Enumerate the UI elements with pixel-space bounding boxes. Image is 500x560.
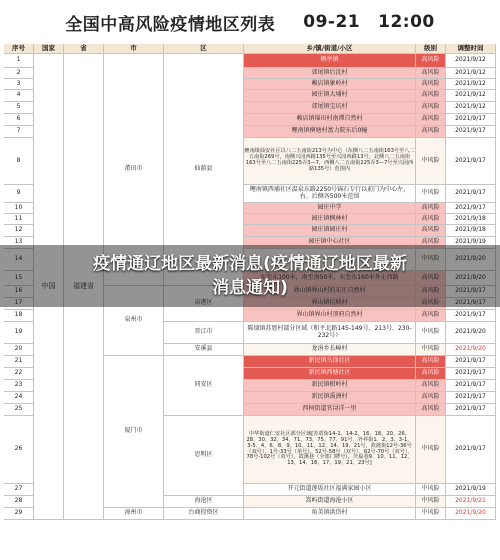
row-place: 嵩屿街道海沧小区 [244,496,416,508]
row-level: 中风险 [416,138,446,185]
row-level: 中风险 [416,508,446,520]
row-level: 高风险 [416,404,446,416]
row-level: 高风险 [416,54,446,68]
row-place: 园庄镇中心社区 [244,237,416,249]
district-cell-tongan: 同安区 [164,356,244,416]
header-province: 省 [64,44,104,54]
title-date: 09-21 [303,12,361,32]
row-place: 郊尾镇后沈村 [244,68,416,79]
news-banner [0,245,500,307]
row-level: 高风险 [416,102,446,114]
row-place: 新民镇西塘社区 [244,368,416,380]
district-cell-jinjiang: 晋江市 [164,322,244,344]
row-no: 24 [4,392,34,404]
district-cell-siming: 思明区 [164,416,244,496]
row-place: 西柯街道官浔洋一里 [244,404,416,416]
row-date: 2021/9/20 [446,249,496,271]
row-no: 12 [4,225,34,237]
row-date: 2021/9/12 [446,90,496,102]
row-level: 高风险 [416,271,446,286]
row-no: 14 [4,249,34,271]
row-level: 高风险 [416,298,446,310]
row-no: 2 [4,68,34,79]
row-place: 新民镇禹洲村 [244,392,416,404]
row-level: 中风险 [416,322,446,344]
row-no: 6 [4,114,34,126]
row-level: 中风险 [416,416,446,484]
row-date: 2021/9/17 [446,404,496,416]
row-place: 园庄镇大埔村 [244,90,416,102]
row-place: 鲤南镇西埔社区温泉东路2250号锦石专行以前门为中心左、右、后侧各500米范围 [244,185,416,203]
row-level: 高风险 [416,203,446,214]
row-no: 7 [4,126,34,138]
row-date: 2021/9/12 [446,102,496,114]
row-level: 中风险 [416,185,446,203]
row-date: 2021/9/17 [446,286,496,298]
row-date: 2021/9/17 [446,380,496,392]
row-place: 园庄镇园庄村 [244,225,416,237]
row-date: 2021/9/17 [446,298,496,310]
row-no: 8 [4,138,34,185]
row-date: 2021/9/17 [446,138,496,185]
row-no: 3 [4,79,34,90]
row-no: 22 [4,368,34,380]
row-place: 界山镇界山村的东庄自然村 [244,286,416,298]
city-cell-xiamen: 厦门市 [104,356,164,508]
row-date: 2021/9/17 [446,114,496,126]
header-place: 乡/镇/街道/小区 [244,44,416,54]
row-date: 2021/9/12 [446,68,496,79]
row-place: 赖店镇锦田村南潭自然村 [244,114,416,126]
row-no: 1 [4,54,34,68]
row-date: 2021/9/17 [446,185,496,203]
row-date: 2021/9/17 [446,356,496,368]
header-date: 调整时间 [446,44,496,54]
row-no: 11 [4,214,34,225]
row-date: 2021/9/12 [446,79,496,90]
row-level: 高风险 [416,380,446,392]
list-title [0,0,500,44]
row-level: 高风险 [416,286,446,298]
row-level: 中风险 [416,344,446,356]
row-no: 23 [4,380,34,392]
row-place: 园庄镇枫林村 [244,214,416,225]
row-no: 28 [4,496,34,508]
district-cell-anxi: 安溪县 [164,344,244,356]
city-cell-zhangzhou: 漳州市 [104,508,164,520]
row-date: 2021/9/20 [446,344,496,356]
district-cell-xianyou: 仙游县 [164,54,244,286]
row-level: 高风险 [416,114,446,126]
row-place: 鲤南镇仙安社区以八二五南街213号为中心（东侧八二五南街163号至八二五南街269号，南侧兴园西路135号至兴园西路13号，北侧八二五南街163号至八二五南街225弄3—7，西侧八二五南街225弄3—7号至兴园西路135号）范围内 [244,138,416,185]
row-no: 15 [4,271,34,286]
row-place: 新民镇柑岭村 [244,380,416,392]
district-cell-taishang: 台商投资区 [164,508,244,520]
header-district: 区 [164,44,244,54]
row-date: 2021/9/17 [446,203,496,214]
row-level: 高风险 [416,126,446,138]
city-cell-quanzhou: 泉州市 [104,286,164,356]
row-place: 园庄中学 [244,203,416,214]
title-main: 全国中高风险疫情地区列表 [65,14,276,35]
row-no: 19 [4,322,34,344]
row-no: 9 [4,185,34,203]
row-level: 高风险 [416,368,446,380]
row-no: 26 [4,416,34,484]
row-no: 21 [4,356,34,368]
row-date: 2021/9/18 [446,225,496,237]
row-level: 高风险 [416,237,446,249]
row-place: 中华街道仁安社区部分区域[苏盾街14-1、14-2、16、18、20、26、28、30、32、34、71、73、75、77、91号，外祥街1、2、3、3-1、3-5、4、6、8、9、10、11、12、14、19、21号，故渡街12号-36号（双号）、1号-33号（单号）、52号-58号（双号）、62号-70号（双号）、78号-102号（双号），霞溪巷（全部门牌号），庆福巷9、10、11、12、13、14、16、17、19、21、23号] [244,416,416,484]
row-date: 2021/9/17 [446,368,496,380]
row-date: 2021/9/18 [446,214,496,225]
row-date: 2021/9/21 [446,496,496,508]
header-country: 国家 [34,44,64,54]
banner-headline: 疫情通辽地区最新消息(疫情通辽地区最新消息通知) [93,254,407,298]
row-level: 高风险 [416,356,446,368]
row-date: 2021/9/17 [446,126,496,138]
row-date: 2021/9/12 [446,54,496,68]
city-cell-putian: 莆田市 [104,54,164,286]
header-city: 市 [104,44,164,54]
row-place: 枫亭镇 [244,54,416,68]
row-no: 10 [4,203,34,214]
row-place: 郊尾镇宝坑村 [244,102,416,114]
row-date: 2021/9/20 [446,271,496,286]
row-no: 25 [4,404,34,416]
row-no: 13 [4,237,34,249]
row-level: 中风险 [416,249,446,271]
row-place: 界山镇界山村顶府自然村 [244,310,416,322]
header-no: 序号 [4,44,34,54]
district-cell-haicang: 海沧区 [164,496,244,508]
row-level: 高风险 [416,225,446,237]
country-cell: 中国 [34,54,64,520]
row-no: 16 [4,286,34,298]
row-no: 20 [4,344,34,356]
row-level: 高风险 [416,392,446,404]
row-level: 高风险 [416,79,446,90]
row-no: 17 [4,298,34,310]
row-no: 5 [4,102,34,114]
row-place: 东至东100米，南至南50米，东至东160米外正西路 [244,271,416,286]
row-date: 2021/9/17 [446,310,496,322]
row-level: 高风险 [416,90,446,102]
row-level: 高风险 [416,68,446,79]
row-place: 新民镇乌涂社区 [244,356,416,368]
row-no: 27 [4,484,34,496]
row-date: 2021/9/17 [446,392,496,404]
row-level: 高风险 [416,214,446,225]
row-date: 2021/9/20 [446,508,496,520]
row-date: 2021/9/20 [446,322,496,344]
row-level: 高风险 [416,310,446,322]
row-level: 中风险 [416,484,446,496]
row-level: 中风险 [416,496,446,508]
row-place: 开元街道莲坂社区福满家园小区 [244,484,416,496]
title-time: 12:00 [378,12,435,32]
district-cell-quangang: 泉港区 [164,286,244,322]
row-place: 赖店镇象岭村 [244,79,416,90]
row-no: 18 [4,310,34,322]
row-place: 陈埭镇苏厝村部分区域（和平北路145-149号、213号、230-232号） [244,322,416,344]
row-date: 2021/9/19 [446,484,496,496]
province-cell: 福建省 [64,54,104,520]
row-date: 2021/9/19 [446,237,496,249]
header-level: 级别 [416,44,446,54]
row-place: 龙涓乡长嶂村 [244,344,416,356]
row-date: 2021/9/17 [446,416,496,484]
row-place: 鲤南镇横塘村富力院东后0幢 [244,126,416,138]
row-place: 角美镇洪岱村 [244,508,416,520]
row-place: 界山镇坑峡村 [244,298,416,310]
row-no: 29 [4,508,34,520]
row-no: 4 [4,90,34,102]
